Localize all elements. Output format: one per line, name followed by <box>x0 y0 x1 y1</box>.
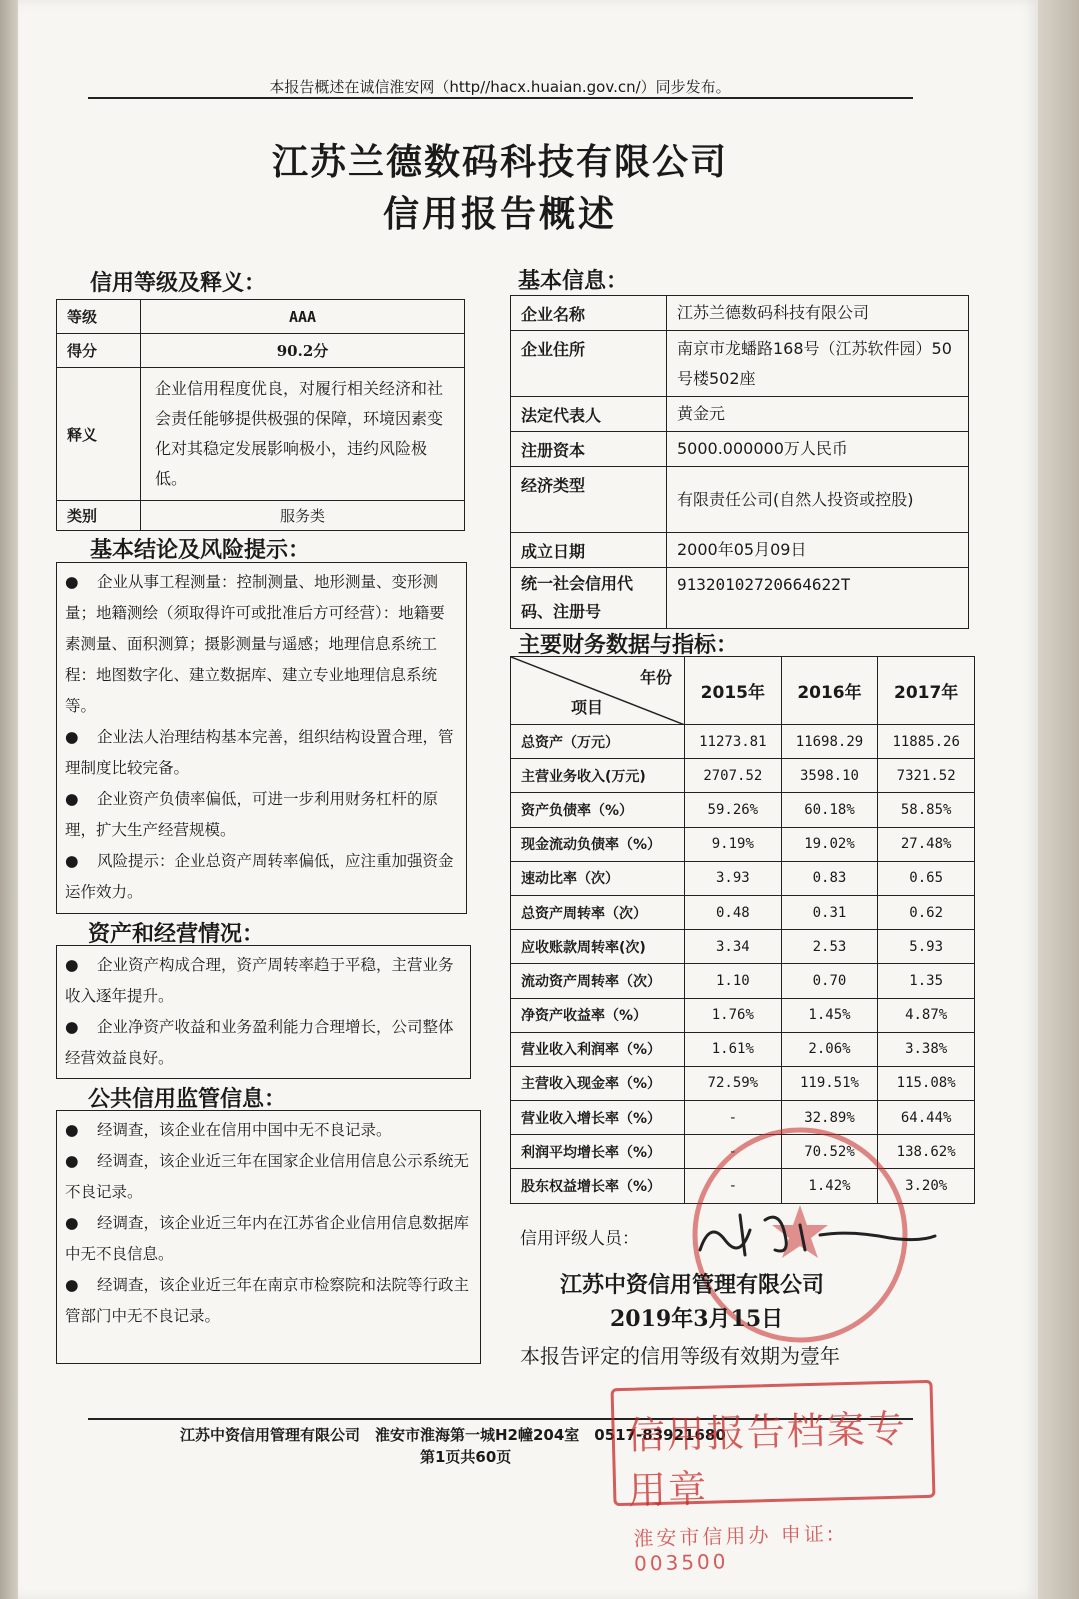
category-value: 服务类 <box>141 501 465 531</box>
stamp-title: 信用报告档案专用章 <box>626 1406 908 1513</box>
document-title: 信用报告概述 <box>382 194 617 235</box>
table-row <box>511 861 975 895</box>
assets-box <box>56 945 471 1079</box>
cell-value: 11885.26 <box>878 725 975 759</box>
row-label: 主营收入现金率（%） <box>511 1066 685 1100</box>
bullet-icon: ● <box>65 1121 79 1139</box>
table-row <box>511 1032 975 1066</box>
info-label: 企业住所 <box>511 331 667 397</box>
cell-value: - <box>685 1101 782 1135</box>
year-header: 2015年 <box>685 657 782 725</box>
cell-value: 59.26% <box>685 793 782 827</box>
cell-value: 1.42% <box>781 1169 878 1203</box>
table-corner-cell <box>511 657 685 725</box>
info-value: 2000年05月09日 <box>667 533 969 568</box>
cell-value: 19.02% <box>781 827 878 861</box>
rater-label: 信用评级人员： <box>520 1229 639 1249</box>
bullet-icon: ● <box>65 790 79 808</box>
validity-note: 本报告评定的信用等级有效期为壹年 <box>520 1344 840 1368</box>
cell-value: 0.62 <box>878 895 975 929</box>
cell-value: 3.34 <box>685 930 782 964</box>
cell-value: 1.35 <box>878 964 975 998</box>
cell-value: 1.61% <box>685 1032 782 1066</box>
list-item: ● 企业净资产收益和业务盈利能力合理增长，公司整体经营效益良好。 <box>65 1012 462 1074</box>
row-label: 速动比率（次） <box>511 861 685 895</box>
table-row <box>511 964 975 998</box>
bullet-icon: ● <box>65 728 79 746</box>
table-row <box>511 793 975 827</box>
cell-value: 3598.10 <box>781 759 878 793</box>
cell-value: 3.38% <box>878 1032 975 1066</box>
cell-value: 2.53 <box>781 930 878 964</box>
table-row <box>511 895 975 929</box>
list-item: ● 经调查，该企业近三年内在江苏省企业信用信息数据库中无不良信息。 <box>65 1208 472 1270</box>
score-label: 得分 <box>57 334 141 368</box>
cell-value: 32.89% <box>781 1101 878 1135</box>
info-value: 5000.000000万人民币 <box>667 432 969 467</box>
row-label: 现金流动负债率（%） <box>511 827 685 861</box>
info-label: 法定代表人 <box>511 397 667 432</box>
bullet-icon: ● <box>65 573 79 591</box>
info-value: 91320102720664622T <box>667 568 969 629</box>
cell-value: 5.93 <box>878 930 975 964</box>
meaning-value: 企业信用程度优良，对履行相关经济和社会责任能够提供极强的保障，环境因素变化对其稳定发展影响极小，违约风险极低。 <box>141 368 465 501</box>
grade-value: AAA <box>141 300 465 334</box>
cell-value: 9.19% <box>685 827 782 861</box>
report-date: 2019年3月15日 <box>610 1306 784 1332</box>
info-label: 经济类型 <box>511 467 667 533</box>
cell-value: 27.48% <box>878 827 975 861</box>
header-rule <box>88 97 913 99</box>
assets-heading: 资产和经营情况： <box>88 922 265 947</box>
bullet-icon: ● <box>65 1018 79 1036</box>
table-row <box>511 725 975 759</box>
paper-edge-right <box>1038 0 1079 1599</box>
category-label: 类别 <box>57 501 141 531</box>
table-row <box>511 930 975 964</box>
info-label: 企业名称 <box>511 296 667 331</box>
archive-stamp <box>611 1380 936 1576</box>
footer-contact: 江苏中资信用管理有限公司 淮安市淮海第一城H2幢204室 0517-83921680 <box>180 1426 726 1444</box>
rating-agency-name: 江苏中资信用管理有限公司 <box>560 1273 825 1298</box>
cell-value: 0.70 <box>781 964 878 998</box>
cell-value: 0.83 <box>781 861 878 895</box>
bullet-icon: ● <box>65 1214 79 1232</box>
row-label: 营业收入利润率（%） <box>511 1032 685 1066</box>
conclusion-heading: 基本结论及风险提示： <box>90 538 311 563</box>
cell-value: 2707.52 <box>685 759 782 793</box>
supervision-box <box>56 1110 481 1364</box>
list-item: ● 企业资产构成合理，资产周转率趋于平稳，主营业务收入逐年提升。 <box>65 950 462 1012</box>
info-label: 成立日期 <box>511 533 667 568</box>
year-header: 2017年 <box>878 657 975 725</box>
conclusion-box <box>56 562 467 914</box>
info-label: 注册资本 <box>511 432 667 467</box>
paper-edge-left <box>0 0 18 1599</box>
meaning-label: 释义 <box>57 368 141 501</box>
grade-label: 等级 <box>57 300 141 334</box>
row-label: 营业收入增长率（%） <box>511 1101 685 1135</box>
bullet-icon: ● <box>65 1276 79 1294</box>
row-label: 总资产周转率（次） <box>511 895 685 929</box>
bullet-icon: ● <box>65 956 79 974</box>
cell-value: 1.10 <box>685 964 782 998</box>
basic-info-table <box>510 295 969 629</box>
row-label: 股东权益增长率（%） <box>511 1169 685 1203</box>
stamp-subtitle: 淮安市信用办 申证: 003500 <box>633 1521 837 1576</box>
cell-value: 72.59% <box>685 1066 782 1100</box>
cell-value: 58.85% <box>878 793 975 827</box>
financial-heading: 主要财务数据与指标： <box>518 633 739 658</box>
cell-value: 3.20% <box>878 1169 975 1203</box>
cell-value: 11698.29 <box>781 725 878 759</box>
row-label: 总资产（万元） <box>511 725 685 759</box>
cell-value: 70.52% <box>781 1135 878 1169</box>
cell-value: 0.31 <box>781 895 878 929</box>
list-item: ● 风险提示：企业总资产周转率偏低，应注重加强资金运作效力。 <box>65 846 458 908</box>
list-item: ● 经调查，该企业近三年在南京市检察院和法院等行政主管部门中无不良记录。 <box>65 1270 472 1332</box>
list-item: ● 企业法人治理结构基本完善，组织结构设置合理，管理制度比较完备。 <box>65 722 458 784</box>
row-label: 流动资产周转率（次） <box>511 964 685 998</box>
year-header: 2016年 <box>781 657 878 725</box>
cell-value: 4.87% <box>878 998 975 1032</box>
score-value: 90.2分 <box>141 334 465 368</box>
list-item: ● 企业资产负债率偏低，可进一步利用财务杠杆的原理，扩大生产经营规模。 <box>65 784 458 846</box>
page-number: 第1页共60页 <box>420 1448 512 1466</box>
header-note: 本报告概述在诚信淮安网（http//hacx.huaian.gov.cn/）同步发布。 <box>269 78 731 96</box>
supervision-heading: 公共信用监管信息： <box>88 1087 287 1112</box>
table-row <box>511 759 975 793</box>
cell-value: 2.06% <box>781 1032 878 1066</box>
info-label: 统一社会信用代码、注册号 <box>511 568 667 629</box>
table-row <box>511 998 975 1032</box>
row-label: 资产负债率（%） <box>511 793 685 827</box>
row-label: 主营业务收入(万元) <box>511 759 685 793</box>
cell-value: - <box>685 1135 782 1169</box>
list-item: ● 经调查，该企业近三年在国家企业信用信息公示系统无不良记录。 <box>65 1146 472 1208</box>
bullet-icon: ● <box>65 852 79 870</box>
credit-heading: 信用等级及释义： <box>90 271 267 296</box>
list-item: ● 企业从事工程测量：控制测量、地形测量、变形测量；地籍测绘（须取得许可或批准后方可经营）：地籍要素测量、面积测算；摄影测量与遥感；地理信息系统工程：地图数字化、建立数据库、建立专业地理信息系统等。 <box>65 567 458 722</box>
cell-value: 3.93 <box>685 861 782 895</box>
info-value: 江苏兰德数码科技有限公司 <box>667 296 969 331</box>
cell-value: 60.18% <box>781 793 878 827</box>
info-value: 黄金元 <box>667 397 969 432</box>
corner-item-label: 项目 <box>571 698 604 717</box>
cell-value: 11273.81 <box>685 725 782 759</box>
cell-value: 115.08% <box>878 1066 975 1100</box>
row-label: 净资产收益率（%） <box>511 998 685 1032</box>
cell-value: 119.51% <box>781 1066 878 1100</box>
cell-value: 138.62% <box>878 1135 975 1169</box>
cell-value: 0.65 <box>878 861 975 895</box>
cell-value: 7321.52 <box>878 759 975 793</box>
row-label: 利润平均增长率（%） <box>511 1135 685 1169</box>
info-value: 南京市龙蟠路168号（江苏软件园）50号楼502座 <box>667 331 969 397</box>
list-item: ● 经调查，该企业在信用中国中无不良记录。 <box>65 1115 472 1146</box>
cell-value: 0.48 <box>685 895 782 929</box>
basic-info-heading: 基本信息： <box>518 269 629 294</box>
cell-value: - <box>685 1169 782 1203</box>
signature-icon <box>690 1200 940 1270</box>
corner-year-label: 年份 <box>639 668 672 687</box>
table-row <box>511 827 975 861</box>
row-label: 应收账款周转率(次) <box>511 930 685 964</box>
table-row <box>511 1066 975 1100</box>
cell-value: 1.45% <box>781 998 878 1032</box>
info-value: 有限责任公司(自然人投资或控股) <box>667 467 969 533</box>
cell-value: 1.76% <box>685 998 782 1032</box>
credit-grade-table <box>56 299 465 531</box>
cell-value: 64.44% <box>878 1101 975 1135</box>
company-title: 江苏兰德数码科技有限公司 <box>271 142 728 183</box>
bullet-icon: ● <box>65 1152 79 1170</box>
